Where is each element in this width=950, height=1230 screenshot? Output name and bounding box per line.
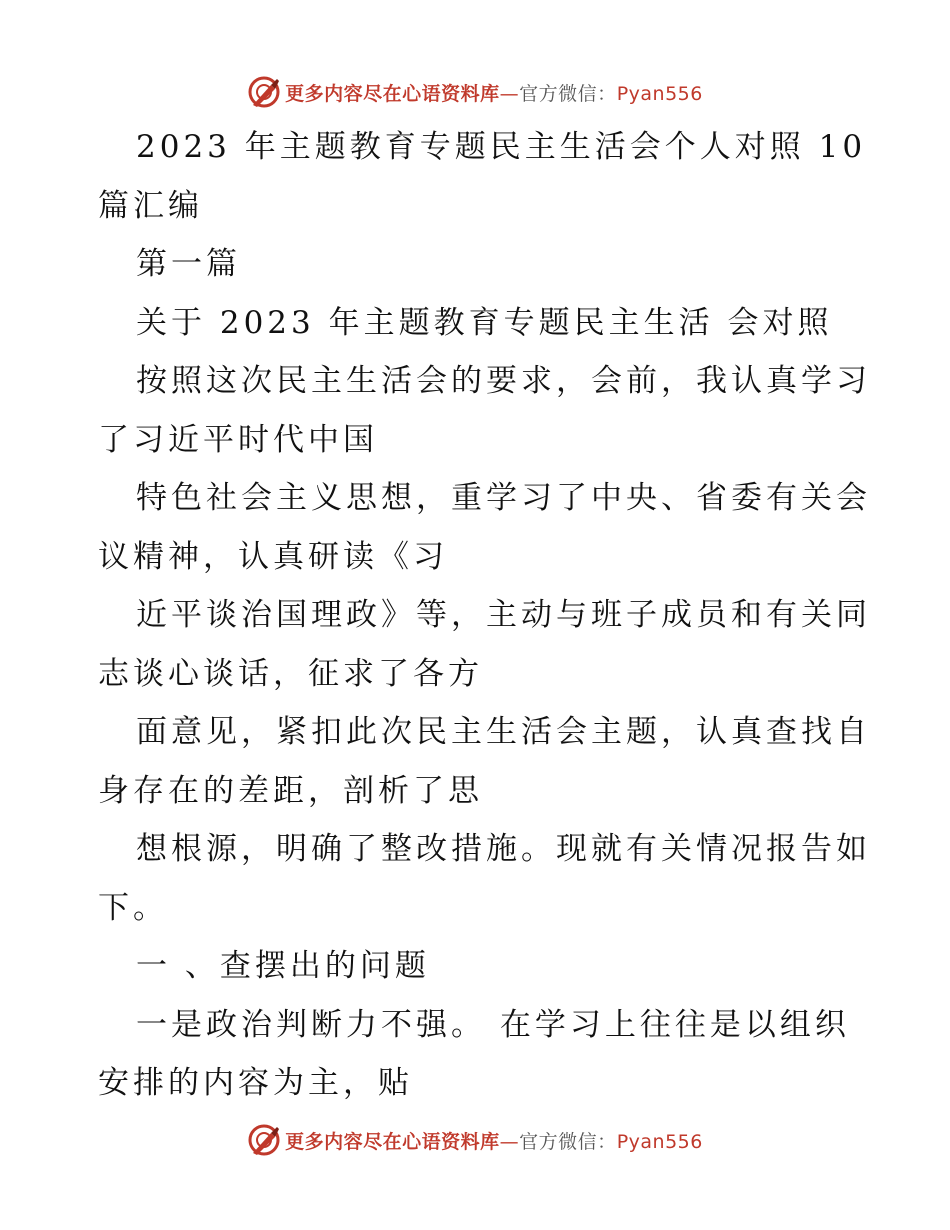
watermark-wechat-id: Pyan556 xyxy=(616,1130,703,1153)
document-body xyxy=(98,118,871,1113)
pen-logo-icon xyxy=(247,1123,281,1157)
doc-paragraph xyxy=(98,820,871,937)
watermark-banner-top xyxy=(0,72,950,112)
line-text: 近平谈治国理政》等，主动与班子成员和有关同 xyxy=(136,597,871,633)
line-wrap: 志谈心谈话，征求了各方 xyxy=(98,655,483,692)
doc-paragraph xyxy=(98,469,871,586)
doc-paragraph xyxy=(98,586,871,703)
watermark-part1: 更多内容尽在心语资料库 xyxy=(285,1130,500,1153)
line-text: 按照这次民主生活会的要求，会前，我认真学习 xyxy=(136,363,871,399)
line-text: 关于 2023 年主题教育专题民主生活 会对照 xyxy=(136,304,833,341)
watermark-part1: 更多内容尽在心语资料库 xyxy=(285,82,500,105)
watermark-text xyxy=(285,79,703,106)
watermark-banner-bottom xyxy=(0,1120,950,1160)
watermark-dash: — xyxy=(499,82,520,105)
line-text: 想根源，明确了整改措施。现就有关情况报告如 xyxy=(136,831,871,867)
line-text: 第一篇 xyxy=(136,246,241,282)
line-text: 一 、查摆出的问题 xyxy=(136,948,430,984)
line-wrap: 安排的内容为主，贴 xyxy=(98,1065,413,1101)
line-text: 特色社会主义思想，重学习了中央、省委有关会 xyxy=(136,480,871,516)
line-wrap: 下。 xyxy=(98,889,168,926)
pen-logo-icon xyxy=(247,75,281,109)
doc-paragraph xyxy=(98,996,858,1113)
line-text: 2023 年主题教育专题民主生活会个人对照 10 xyxy=(136,129,867,165)
line-wrap: 身存在的差距，剖析了思 xyxy=(98,772,483,809)
doc-subtitle xyxy=(98,294,858,353)
doc-title xyxy=(98,118,867,235)
doc-section-heading xyxy=(98,937,858,996)
watermark-part2: 官方微信： xyxy=(519,1130,617,1153)
line-wrap: 了习近平时代中国 xyxy=(98,421,378,458)
doc-paragraph xyxy=(98,703,871,820)
doc-paragraph xyxy=(98,352,871,469)
line-text: 一是政治判断力不强。 在学习上往往是以组织 xyxy=(136,1006,850,1043)
watermark-dash: — xyxy=(499,1130,520,1153)
watermark-wechat-id: Pyan556 xyxy=(616,82,703,105)
line-wrap: 篇汇编 xyxy=(98,187,203,224)
watermark-text xyxy=(285,1127,703,1154)
watermark-part2: 官方微信： xyxy=(519,82,617,105)
line-text: 面意见，紧扣此次民主生活会主题，认真查找自 xyxy=(136,714,871,750)
line-wrap: 议精神，认真研读《习 xyxy=(98,538,448,575)
doc-section-heading xyxy=(98,235,858,294)
